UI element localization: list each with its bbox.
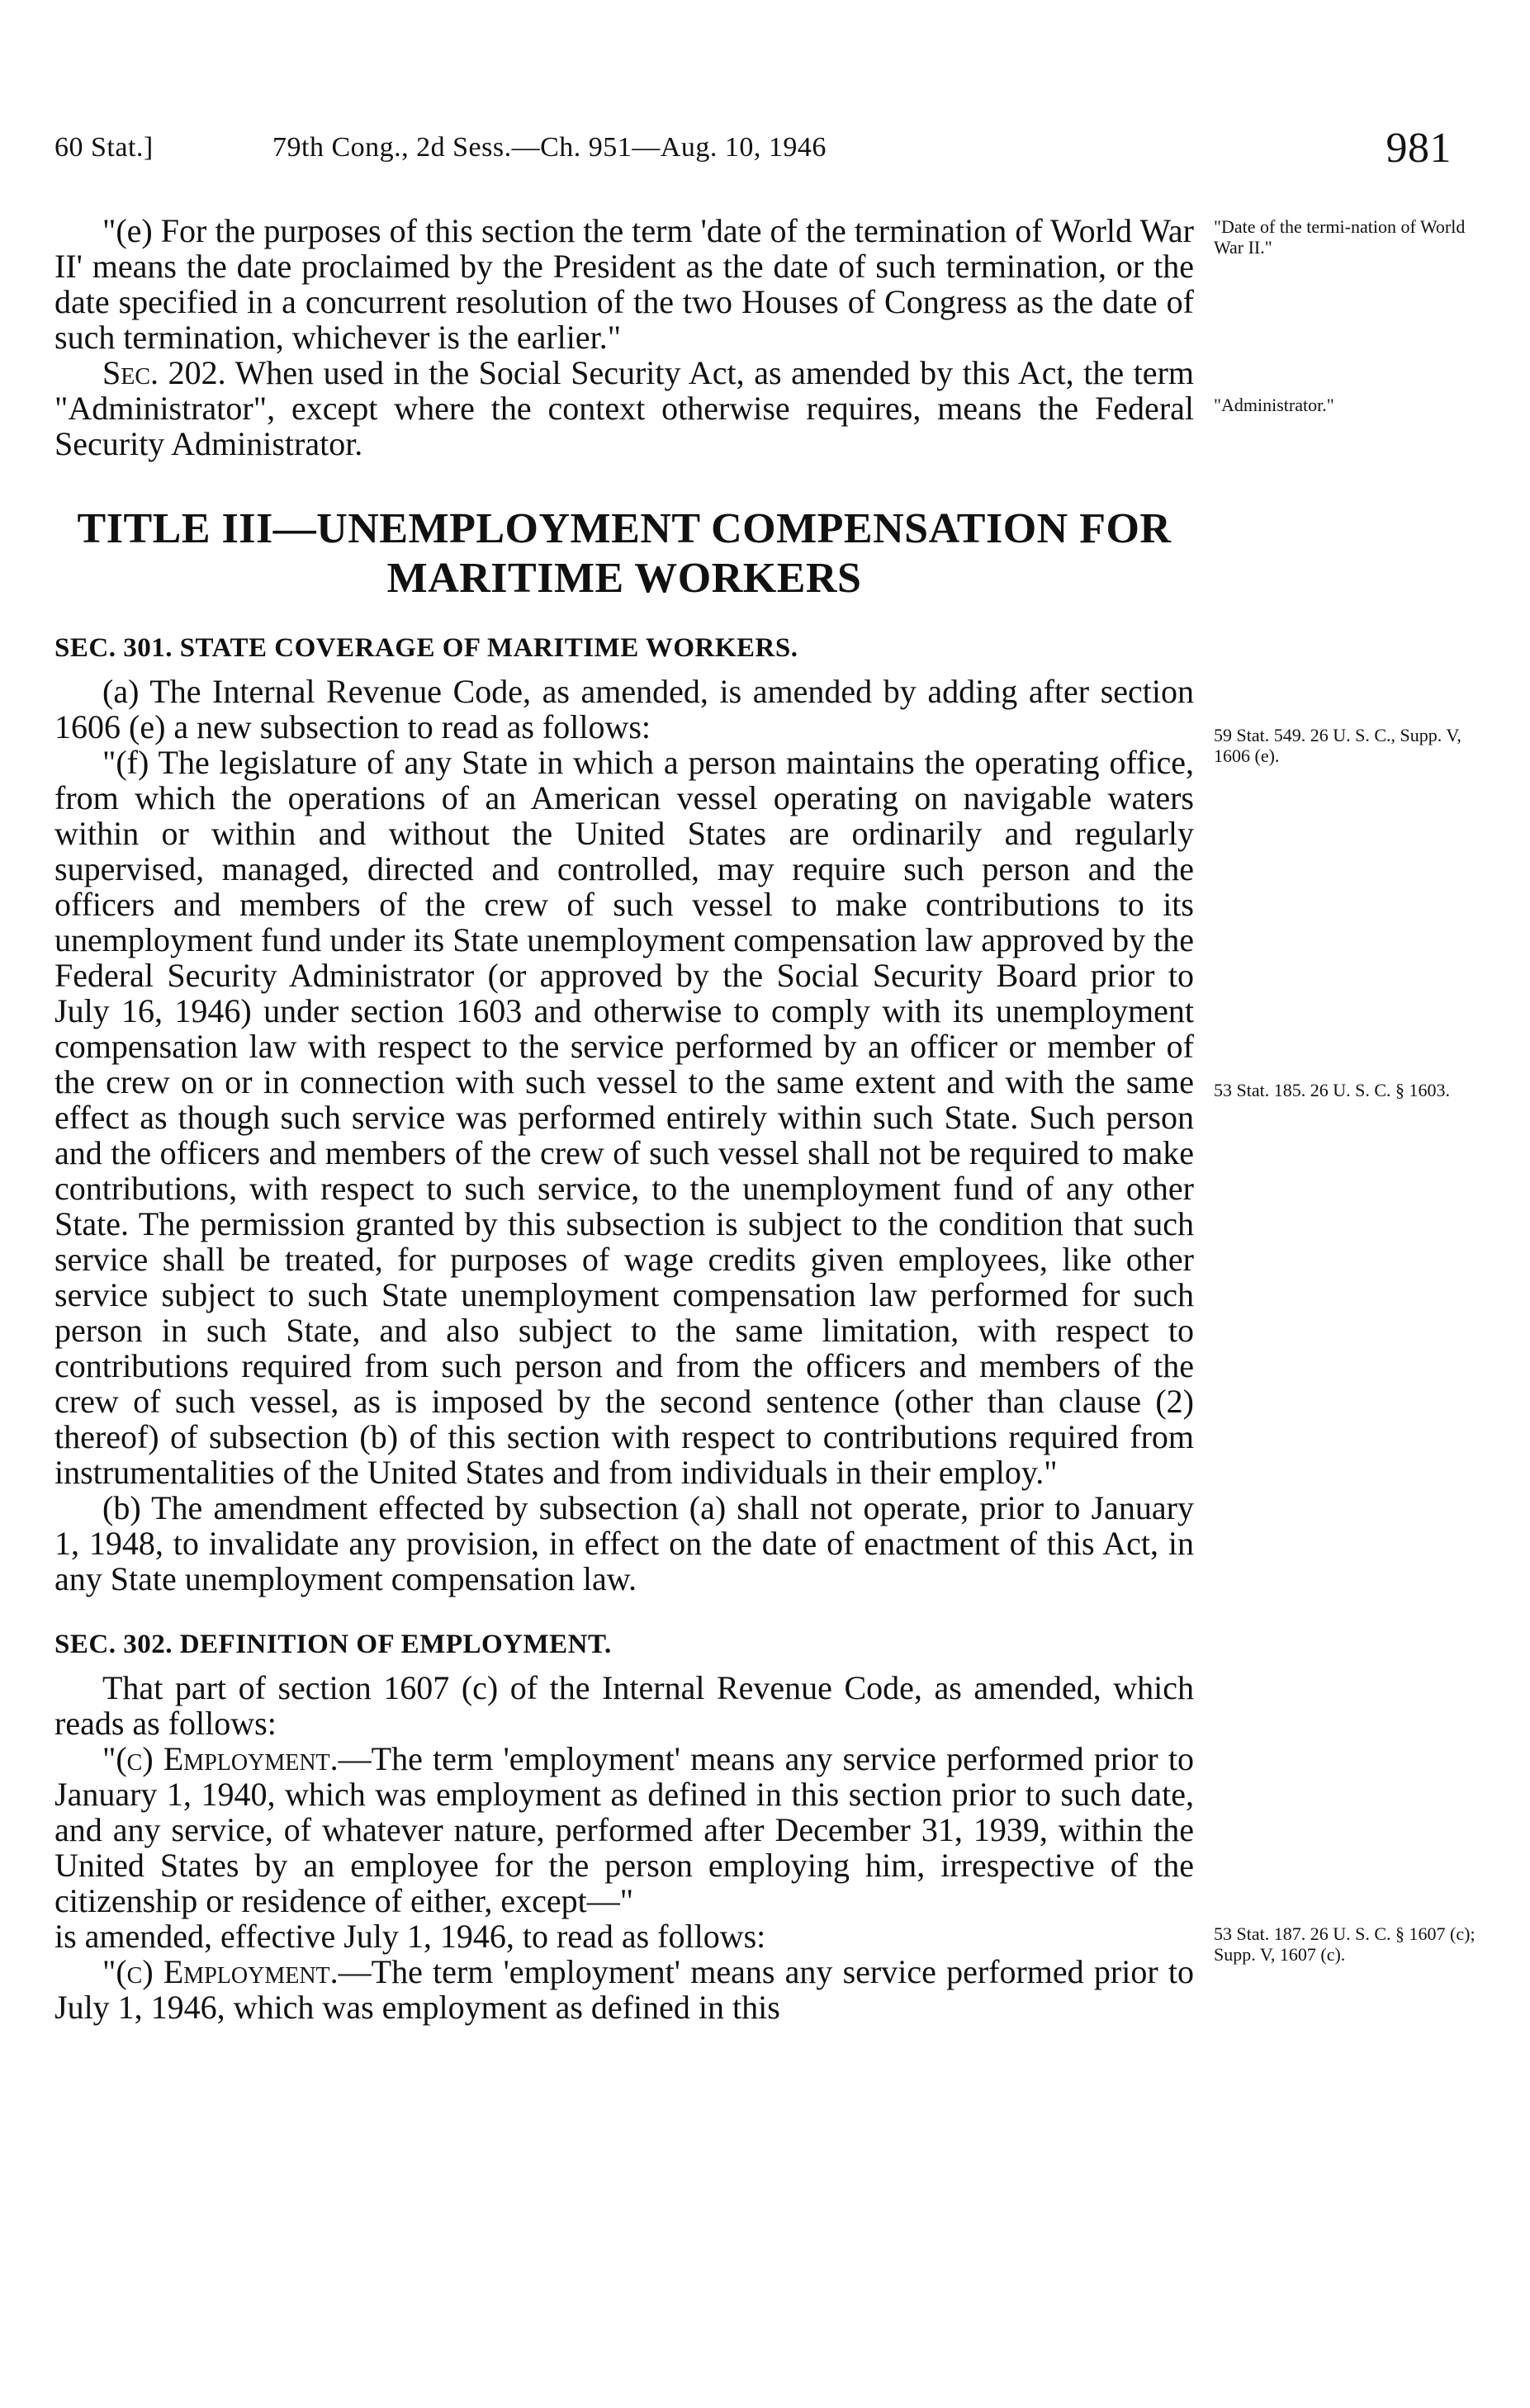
header-congress: 79th Cong., 2d Sess.—Ch. 951—Aug. 10, 1946 <box>272 132 827 163</box>
margin-note-53-stat-185: 53 Stat. 185. 26 U. S. C. § 1603. <box>1214 1080 1451 1100</box>
document-body <box>54 213 1194 2025</box>
employment-label-2: "(c) Employment. <box>102 1953 339 1990</box>
employment-text-2: —The term 'employment' means any service performed prior to July 1, 1946, which was employment as defined in this <box>54 1953 1195 2026</box>
margin-note-53-stat-187: 53 Stat. 187. 26 U. S. C. § 1607 (c); Supp. V, 1607 (c). <box>1214 1923 1476 1965</box>
sec-202-text: When used in the Social Security Act, as amended by this Act, the term "Administrator", except where the context otherwise requires, means the Federal Security Administrator. <box>54 354 1194 462</box>
title-iii-heading: TITLE III—UNEMPLOYMENT COMPENSATION FOR MARITIME WORKERS <box>77 505 1172 602</box>
margin-note-administrator: "Administrator." <box>1214 395 1334 415</box>
margin-note-59-stat-549: 59 Stat. 549. 26 U. S. C., Supp. V, 1606 (e). <box>1214 725 1461 766</box>
paragraph-302-c-original <box>54 1741 1194 1918</box>
paragraph-301-f: "(f) The legislature of any State in which a person maintains the operating office, from which the operations of an American vessel operating on navigable waters within or within and without the United States are ordinarily and regularly supervised, managed, directed and controlled, may require such person and the officers and members of the crew of such vessel to make contributions to its unemployment fund under its State unemployment compensation law approved by the Federal Security Administrator (or approved by the Social Security Board prior to July 16, 1946) under section 1603 and otherwise to comply with its unemployment compensation law with respect to the service performed by an officer or member of the crew on or in connection with such vessel to the same extent and with the same effect as though such service was performed entirely within such State. Such person and the officers and members of the crew of such vessel shall not be required to make contributions, with respect to such service, to the unemployment fund of any other State. The permission granted by this subsection is subject to the condition that such service shall be treated, for purposes of wage credits given employees, like other service subject to such State unemployment compensation law performed for such person in such State, and also subject to the same limitation, with respect to contributions required from such person and from the officers and members of the crew of such vessel, as is imposed by the second sentence (other than clause (2) thereof) of subsection (b) of this section with respect to contributions required from instrumentalities of the United States and from individuals in their employ." <box>54 744 1194 1491</box>
sec-301-heading: SEC. 301. STATE COVERAGE OF MARITIME WORKERS. <box>54 633 798 663</box>
sec-202-label: Sec. 202. <box>102 354 226 391</box>
sec-302-heading: SEC. 302. DEFINITION OF EMPLOYMENT. <box>54 1630 612 1659</box>
paragraph-301-b: (b) The amendment effected by subsection (a) shall not operate, prior to January 1, 1948, to invalidate any provision, in effect on the date of enactment of this Act, in any State unemployment compensation law. <box>54 1489 1194 1597</box>
paragraph-302-amended: is amended, effective July 1, 1946, to read as follows: <box>54 1918 766 1955</box>
paragraph-e: "(e) For the purposes of this section the term 'date of the termination of World War II' means the date proclaimed by the President as the date of such termination, or the date specified in a concurrent resolution of the two Houses of Congress as the date of such termination, whichever is the earlier." <box>54 212 1194 356</box>
paragraph-302-that: That part of section 1607 (c) of the Internal Revenue Code, as amended, which reads as follows: <box>54 1669 1194 1742</box>
paragraph-302-c-new <box>54 1954 1194 2025</box>
paragraph-301-a: (a) The Internal Revenue Code, as amended, is amended by adding after section 1606 (e) a new subsection to read as follows: <box>54 673 1194 745</box>
header-stat: 60 Stat.] <box>54 132 154 163</box>
employment-label-1: "(c) Employment. <box>102 1740 339 1777</box>
employment-text-1: —The term 'employment' means any service performed prior to January 1, 1940, which was employment as defined in this section prior to such date, and any service, of whatever nature, performed after December 31, 1939, within the United States by an employee for the person employing him, irrespective of the citizenship or residence of either, except—" <box>54 1740 1195 1919</box>
page-number: 981 <box>1386 125 1452 172</box>
paragraph-sec-202 <box>54 355 1194 461</box>
margin-note-date-termination: "Date of the termi-nation of World War II." <box>1214 216 1466 258</box>
